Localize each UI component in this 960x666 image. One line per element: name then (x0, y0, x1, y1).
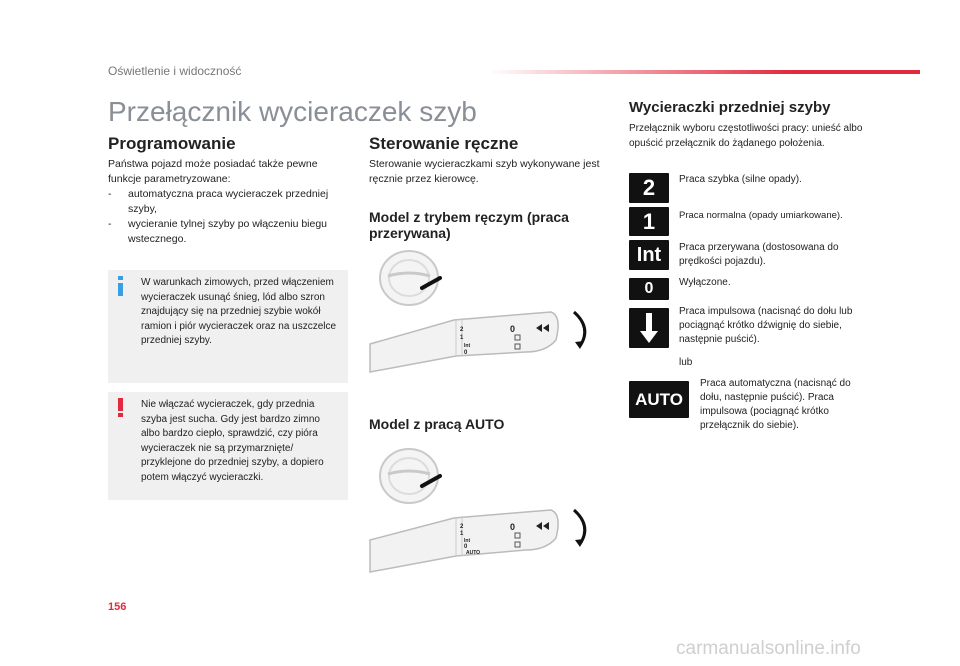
programming-heading: Programowanie (108, 134, 236, 153)
stalk-label: Int (464, 538, 471, 544)
stalk-label: 1 (460, 531, 464, 537)
front-intro: Przełącznik wyboru częstotliwości pracy: unieść albo opuścić przełącznik do żądanego położenia. (629, 123, 863, 149)
mode-text: Praca szybka (silne opady). (679, 174, 802, 185)
mode-text: Praca impulsowa (nacisnąć do dołu lub pociągnąć krótko dźwignię do siebie, następnie puścić). (679, 306, 853, 345)
stalk-label: 1 (460, 335, 464, 341)
model2-heading: Model z pracą AUTO (369, 416, 505, 432)
manual-text: Sterowanie wycieraczkami szyb wykonywane jest ręcznie przez kierowcę. (369, 158, 600, 185)
warning-icon (116, 397, 126, 419)
or-text: lub (679, 357, 693, 368)
list-item: - wycieranie tylnej szyby po włączeniu biegu wstecznego. (108, 218, 328, 245)
programming-intro: Państwa pojazd może posiadać także pewne funkcje parametryzowane: (108, 158, 318, 185)
watermark: carmanualsonline.info (676, 638, 861, 659)
info-icon (116, 275, 126, 297)
manual-heading: Sterowanie ręczne (369, 134, 519, 153)
steering-wheel-icon (380, 449, 440, 503)
wiper-stalk (370, 510, 558, 572)
page-number: 156 (108, 601, 127, 613)
symbol-single-wipe (629, 308, 669, 348)
down-arrow-icon (639, 311, 659, 345)
stalk-label: 2 (460, 524, 464, 530)
stalk-illustration-auto (366, 444, 602, 576)
header-rule (488, 70, 920, 74)
symbol-speed-1: 1 (629, 207, 669, 236)
stalk-label: 2 (460, 327, 464, 333)
warning-note: Nie włączać wycieraczek, gdy przednia szyba jest sucha. Gdy jest bardzo zimno albo bardzo ciepło, sprawdzić, czy pióra wycieraczek nie są przymarznięte/ przyklejone do przedniej szyby, a dopiero potem włączyć wycieraczki. (141, 399, 324, 483)
auto-text: Praca automatyczna (nacisnąć do dołu, następnie puścić). Praca impulsowa (pociągnąć krótko przełącznik do siebie). (700, 378, 851, 431)
stalk-label: 0 (464, 544, 468, 550)
stalk-label: AUTO (466, 550, 481, 556)
symbol-auto: AUTO (629, 381, 689, 418)
stalk-label: 0 (464, 350, 468, 356)
stalk-label: Int (464, 343, 471, 349)
symbol-off: 0 (629, 278, 669, 300)
stalk-zero-label: 0 (510, 324, 516, 334)
front-heading: Wycieraczki przedniej szyby (629, 99, 831, 116)
mode-text: Wyłączone. (679, 277, 731, 288)
arrow-icon (574, 510, 585, 544)
steering-wheel-icon (380, 251, 440, 305)
model1-heading: Model z trybem ręczym (praca przerywana) (369, 209, 569, 241)
symbol-speed-2: 2 (629, 173, 669, 203)
page-title: Przełącznik wycieraczek szyb (108, 96, 477, 127)
mode-text: Praca przerywana (dostosowana do prędkości pojazdu). (679, 242, 839, 267)
symbol-int: Int (629, 240, 669, 270)
stalk-illustration-manual (366, 248, 602, 378)
mode-text: Praca normalna (opady umiarkowane). (679, 210, 843, 221)
wiper-stalk (370, 312, 558, 372)
arrow-head-icon (575, 539, 584, 547)
section-label: Oświetlenie i widoczność (108, 64, 242, 78)
arrow-head-icon (575, 341, 584, 349)
arrow-icon (574, 312, 585, 346)
list-item: - automatyczna praca wycieraczek przedniej szyby, (108, 188, 329, 215)
info-note: W warunkach zimowych, przed włączeniem wycieraczek usunąć śnieg, lód albo szron znajdujący się na przedniej szybie wokół ramion i piór wycieraczek oraz na uszczelce przedniej szyby. (141, 277, 337, 346)
stalk-zero-label: 0 (510, 522, 516, 532)
programming-list (108, 187, 348, 247)
